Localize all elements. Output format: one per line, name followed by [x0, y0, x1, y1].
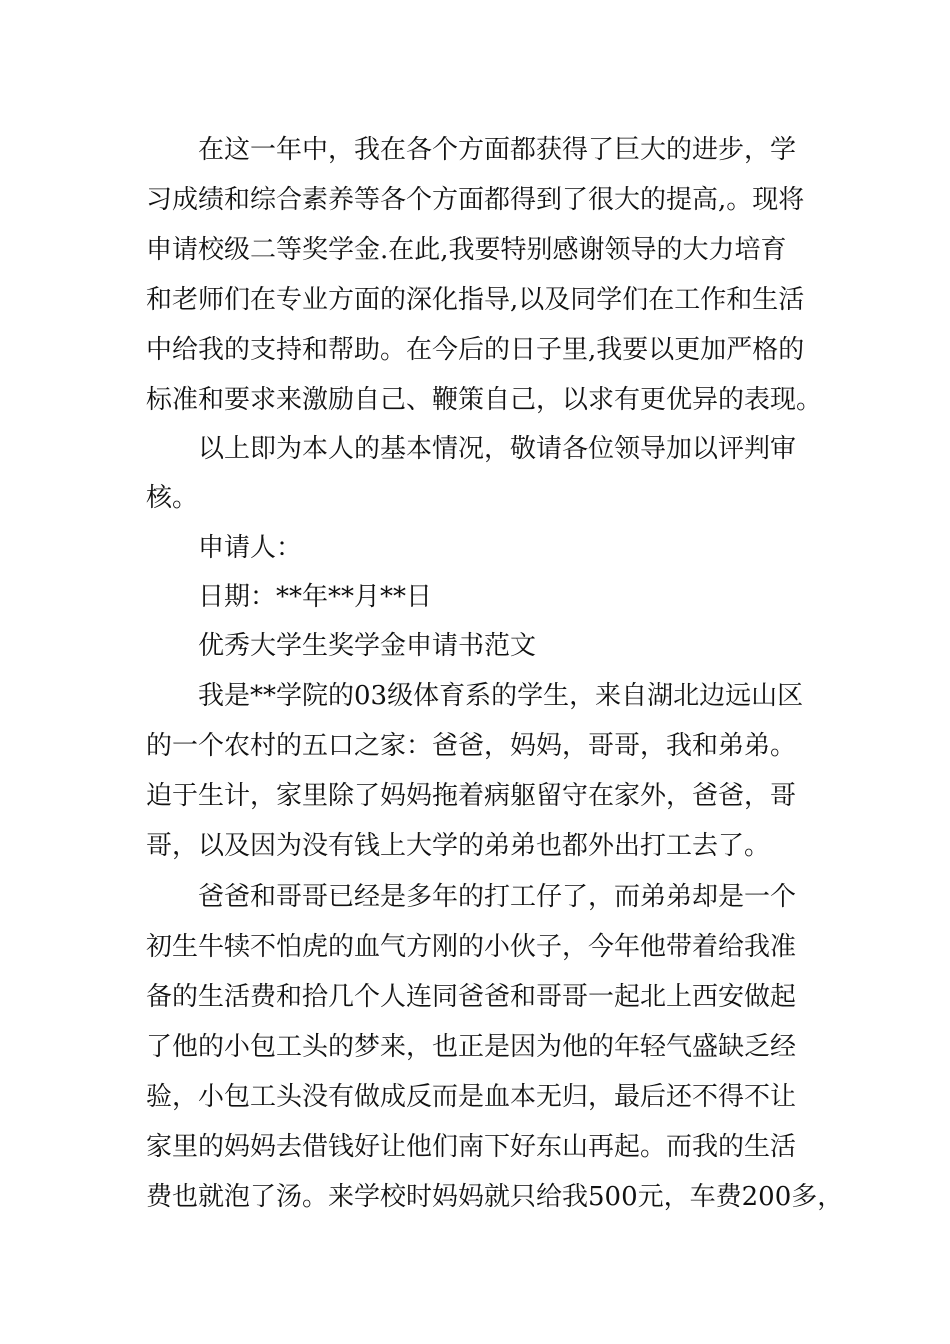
paragraph-line: 习成绩和综合素养等各个方面都得到了很大的提高,。现将: [146, 185, 805, 215]
paragraph-line: 以上即为本人的基本情况，敬请各位领导加以评判审: [198, 434, 797, 464]
paragraph-line: 家里的妈妈去借钱好让他们南下好东山再起。而我的生活: [146, 1132, 797, 1162]
paragraph-line: 在这一年中，我在各个方面都获得了巨大的进步，学: [198, 135, 797, 165]
paragraph-line: 了他的小包工头的梦来，也正是因为他的年轻气盛缺乏经: [146, 1032, 797, 1062]
paragraph-line: 的一个农村的五口之家：爸爸，妈妈，哥哥，我和弟弟。: [146, 731, 797, 761]
paragraph-line: 费也就泡了汤。来学校时妈妈就只给我500元，车费200多，: [146, 1182, 844, 1212]
paragraph-line: 爸爸和哥哥已经是多年的打工仔了，而弟弟却是一个: [198, 882, 797, 912]
paragraph-line: 初生牛犊不怕虎的血气方刚的小伙子，今年他带着给我准: [146, 932, 797, 962]
paragraph-line: 备的生活费和拾几个人连同爸爸和哥哥一起北上西安做起: [146, 982, 797, 1012]
paragraph-line: 标准和要求来激励自己、鞭策自己，以求有更优异的表现。: [146, 385, 823, 415]
section-title: 优秀大学生奖学金申请书范文: [198, 631, 537, 661]
date-line: 日期：**年**月**日: [198, 582, 433, 612]
paragraph-line: 中给我的支持和帮助。在今后的日子里,我要以更加严格的: [146, 335, 805, 365]
paragraph-line: 我是**学院的03级体育系的学生，来自湖北边远山区: [198, 681, 804, 711]
paragraph-line: 哥，以及因为没有钱上大学的弟弟也都外出打工去了。: [146, 831, 771, 861]
paragraph-line: 验，小包工头没有做成反而是血本无归，最后还不得不让: [146, 1082, 797, 1112]
paragraph-line: 迫于生计，家里除了妈妈拖着病躯留守在家外，爸爸，哥: [146, 781, 797, 811]
paragraph-line: 核。: [146, 483, 199, 513]
paragraph-line: 申请校级二等奖学金.在此,我要特别感谢领导的大力培育: [146, 235, 787, 265]
applicant-label: 申请人：: [198, 533, 303, 563]
paragraph-line: 和老师们在专业方面的深化指导,以及同学们在工作和生活: [146, 285, 805, 315]
